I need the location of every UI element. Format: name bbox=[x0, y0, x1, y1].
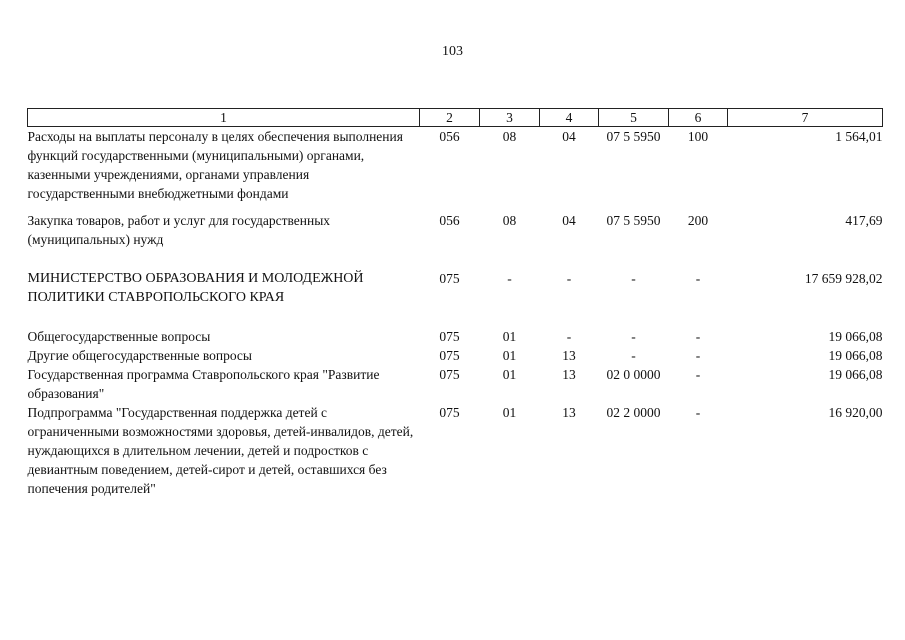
page-number: 103 bbox=[442, 44, 463, 59]
table-row bbox=[28, 327, 883, 346]
column-header-7: 7 bbox=[728, 109, 883, 127]
row-spacer bbox=[28, 203, 883, 211]
table-row bbox=[28, 127, 883, 204]
row-expense-type: - bbox=[695, 367, 701, 382]
row-name: Общегосударственные вопросы bbox=[27, 329, 211, 344]
row-expense-type: 100 bbox=[687, 129, 709, 144]
row-name: Закупка товаров, работ и услуг для государственных (муниципальных) нужд bbox=[27, 213, 331, 247]
row-name: МИНИСТЕРСТВО ОБРАЗОВАНИЯ И МОЛОДЕЖНОЙ ПОЛИТИКИ СТАВРОПОЛЬСКОГО КРАЯ bbox=[27, 271, 364, 305]
column-header-4: 4 bbox=[540, 109, 599, 127]
row-ministry-code: 075 bbox=[439, 367, 460, 382]
row-amount: 417,69 bbox=[845, 213, 883, 228]
row-name: Государственная программа Ставропольского края "Развитие образования" bbox=[27, 367, 380, 401]
row-target-article: 02 0 0000 bbox=[606, 367, 661, 382]
column-header-3: 3 bbox=[480, 109, 540, 127]
column-header-2: 2 bbox=[420, 109, 480, 127]
row-amount: 17 659 928,02 bbox=[804, 271, 883, 286]
column-header-row bbox=[28, 109, 883, 127]
row-section: 08 bbox=[502, 129, 517, 144]
row-amount: 19 066,08 bbox=[828, 348, 883, 363]
row-subsection: - bbox=[566, 271, 572, 286]
row-subsection: 13 bbox=[562, 348, 576, 363]
row-amount: 19 066,08 bbox=[828, 329, 883, 344]
row-target-article: - bbox=[631, 348, 636, 363]
row-section: 01 bbox=[502, 405, 517, 420]
row-ministry-code: 056 bbox=[439, 129, 460, 144]
row-ministry-code: 075 bbox=[439, 329, 460, 344]
row-section: - bbox=[507, 271, 512, 286]
row-target-article: - bbox=[631, 329, 636, 344]
row-target-article: - bbox=[631, 271, 636, 286]
row-expense-type: - bbox=[695, 405, 701, 420]
row-subsection: - bbox=[566, 329, 572, 344]
row-section: 01 bbox=[502, 367, 517, 382]
row-expense-type: - bbox=[695, 348, 701, 363]
column-header-1: 1 bbox=[28, 109, 420, 127]
row-amount: 16 920,00 bbox=[828, 405, 883, 420]
budget-table bbox=[27, 108, 883, 498]
row-spacer bbox=[28, 249, 883, 269]
table-row bbox=[28, 403, 883, 498]
row-expense-type: - bbox=[695, 271, 701, 286]
row-expense-type: 200 bbox=[687, 213, 709, 228]
row-subsection: 04 bbox=[562, 129, 576, 144]
column-header-5: 5 bbox=[599, 109, 669, 127]
row-target-article: 02 2 0000 bbox=[606, 405, 661, 420]
row-name: Расходы на выплаты персоналу в целях обеспечения выполнения функций государственными (муниципальными) органами, казенными учреждениями, органами управления государственными внебюджетными фондами bbox=[27, 129, 403, 201]
row-target-article: 07 5 5950 bbox=[606, 213, 661, 228]
table-row bbox=[28, 346, 883, 365]
table-row bbox=[28, 365, 883, 403]
table-row bbox=[28, 269, 883, 307]
row-subsection: 13 bbox=[562, 367, 576, 382]
row-subsection: 04 bbox=[562, 213, 576, 228]
row-expense-type: - bbox=[695, 329, 701, 344]
row-ministry-code: 075 bbox=[439, 405, 460, 420]
row-subsection: 13 bbox=[562, 405, 576, 420]
table-row bbox=[28, 211, 883, 249]
row-section: 01 bbox=[502, 329, 517, 344]
row-ministry-code: 075 bbox=[439, 348, 460, 363]
row-ministry-code: 075 bbox=[439, 271, 460, 286]
row-section: 01 bbox=[502, 348, 517, 363]
row-section: 08 bbox=[502, 213, 517, 228]
row-amount: 19 066,08 bbox=[828, 367, 883, 382]
row-amount: 1 564,01 bbox=[835, 129, 883, 144]
column-header-6: 6 bbox=[669, 109, 728, 127]
row-spacer bbox=[28, 307, 883, 327]
row-name: Другие общегосударственные вопросы bbox=[27, 348, 252, 363]
row-ministry-code: 056 bbox=[439, 213, 460, 228]
row-target-article: 07 5 5950 bbox=[606, 129, 661, 144]
row-name: Подпрограмма "Государственная поддержка детей с ограниченными возможностями здоровья, детей-инвалидов, детей, нуждающихся в длительном лечении, детей и подростков с девиантным поведением, детей-сирот и детей, оставшихся без попечения родителей" bbox=[27, 405, 414, 496]
